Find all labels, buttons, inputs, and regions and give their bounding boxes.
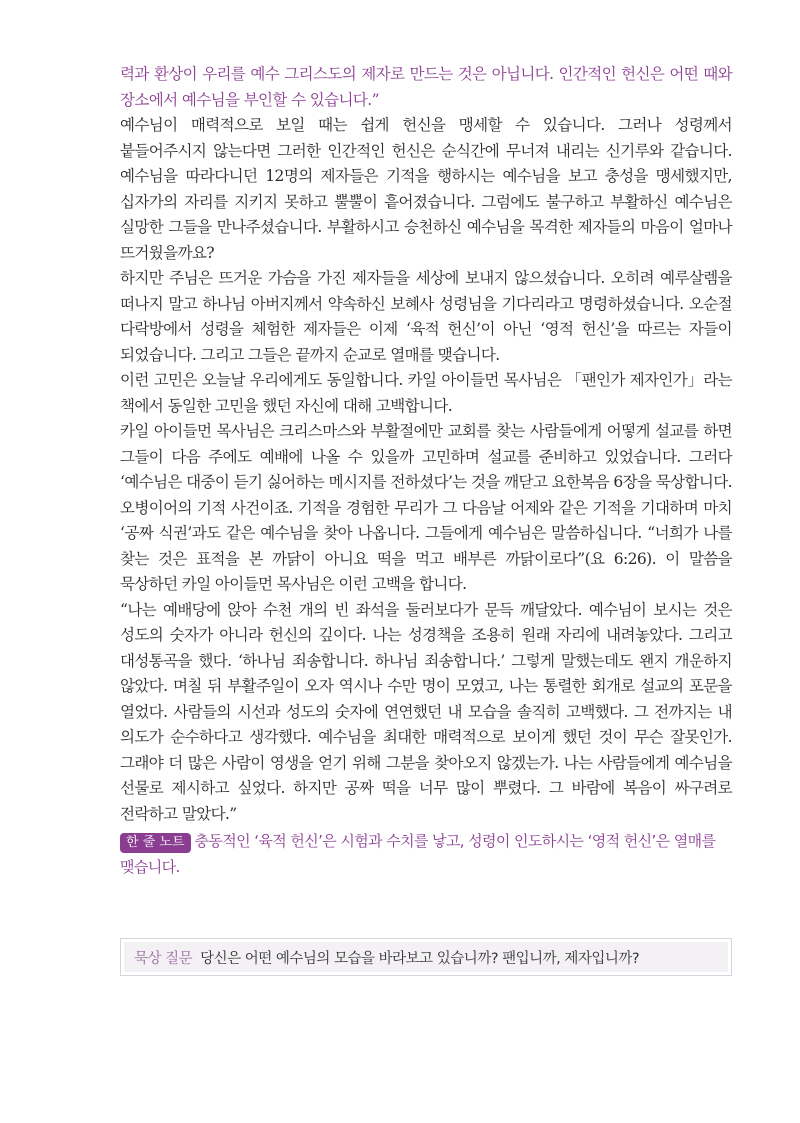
quote-continuation-paragraph: 력과 환상이 우리를 예수 그리스도의 제자로 만드는 것은 아닙니다. 인간적인 헌신은 어떤 때와 장소에서 예수님을 부인할 수 있습니다.” — [120, 65, 732, 109]
body-paragraph-1: 예수님이 매력적으로 보일 때는 쉽게 헌신을 맹세할 수 있습니다. 그러나 성령께서 붙들어주시지 않는다면 그러한 인간적인 헌신은 순식간에 무너져 내리는 신기루와 같습니다. 예수님을 따라다니던 12명의 제자들은 기적을 행하시는 예수님을 보고 충성을 맹세했지만, 십자가의 자리를 지키지 못하고 뿔뿔이 흩어졌습니다. 그럼에도 불구하고 부활하신 예수님은 실망한 그들을 만나주셨습니다. 부활하시고 승천하신 예수님을 목격한 제자들의 마음이 얼마나 뜨거웠을까요? — [120, 116, 732, 262]
meditation-question-box — [120, 938, 732, 976]
question-text: 당신은 어떤 예수님의 모습을 바라보고 있습니까? 팬입니까, 제자입니까? — [200, 950, 640, 967]
body-paragraph-2: 하지만 주님은 뜨거운 가슴을 가진 제자들을 세상에 보내지 않으셨습니다. 오히려 예루살렘을 떠나지 말고 하나님 아버지께서 약속하신 보혜사 성령님을 기다리라고 명령하셨습니다. 오순절 다락방에서 성령을 체험한 제자들은 이제 ‘육적 헌신’이 아닌 ‘영적 헌신’을 따르는 자들이 되었습니다. 그리고 그들은 끝까지 순교로 열매를 맺습니다. — [120, 269, 732, 364]
body-paragraph-3: 이런 고민은 오늘날 우리에게도 동일합니다. 카일 아이들먼 목사님은 「팬인가 제자인가」라는 책에서 동일한 고민을 했던 자신에 대해 고백합니다. — [120, 371, 732, 415]
page-body — [120, 62, 732, 880]
body-paragraph-4: 카일 아이들먼 목사님은 크리스마스와 부활절에만 교회를 찾는 사람들에게 어떻게 설교를 하면 그들이 다음 주에도 예배에 나올 수 있을까 고민하며 설교를 준비하고 있었습니다. 그러다 ‘예수님은 대중이 듣기 싫어하는 메시지를 전하셨다’는 것을 깨닫고 요한복음 6장을 묵상합니다. 오병이어의 기적 사건이죠. 기적을 경험한 무리가 그 다음날 어제와 같은 기적을 기대하며 마치 ‘공짜 식권’과도 같은 예수님을 찾아 나옵니다. 그들에게 예수님은 말씀하십니다. “너희가 나를 찾는 것은 표적을 본 까닭이 아니요 떡을 먹고 배부른 까닭이로다”(요 6:26). 이 말씀을 묵상하던 카일 아이들먼 목사님은 이런 고백을 합니다. — [120, 422, 732, 593]
note-badge: 한 줄 노트 — [120, 833, 191, 853]
one-line-note — [120, 829, 732, 880]
meditation-question-inner — [124, 942, 728, 972]
note-text: 충동적인 ‘육적 헌신’은 시험과 수치를 낳고, 성령이 인도하시는 ‘영적 헌신’은 열매를 맺습니다. — [120, 832, 716, 876]
question-label: 묵상 질문 — [134, 950, 193, 967]
quote-paragraph: “나는 예배당에 앉아 수천 개의 빈 좌석을 둘러보다가 문득 깨달았다. 예수님이 보시는 것은 성도의 숫자가 아니라 헌신의 깊이다. 나는 성경책을 조용히 원래 자리에 내려놓았다. 그리고 대성통곡을 했다. ‘하나님 죄송합니다. 하나님 죄송합니다.’ 그렇게 말했는데도 왠지 개운하지 않았다. 며칠 뒤 부활주일이 오자 역시나 수만 명이 모였고, 나는 통렬한 회개로 설교의 포문을 열었다. 사람들의 시선과 성도의 숫자에 연연했던 내 모습을 솔직히 고백했다. 그 전까지는 내 의도가 순수하다고 생각했다. 예수님을 최대한 매력적으로 보이게 했던 것이 무슨 잘못인가. 그래야 더 많은 사람이 영생을 얻기 위해 그분을 찾아오지 않겠는가. 나는 사람들에게 예수님을 선물로 제시하고 싶었다. 하지만 공짜 떡을 너무 많이 뿌렸다. 그 바람에 복음이 싸구려로 전락하고 말았다.” — [120, 600, 732, 823]
